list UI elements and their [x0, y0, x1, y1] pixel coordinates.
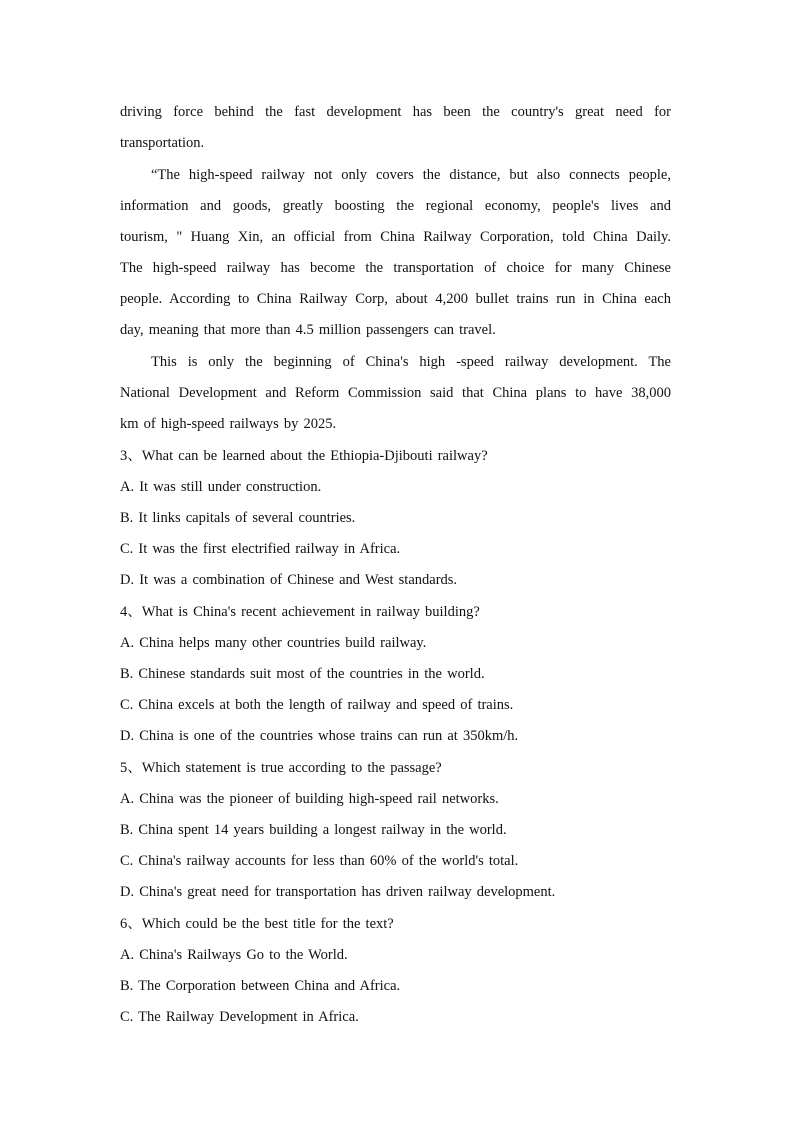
passage-line: people. According to China Railway Corp, about 4,200 bullet trains run in China each	[120, 291, 671, 307]
answer-option: D. It was a combination of Chinese and West standards.	[120, 572, 458, 588]
answer-option: B. It links capitals of several countries.	[120, 510, 356, 526]
answer-option: A. China was the pioneer of building high-speed rail networks.	[120, 791, 499, 807]
answer-option: C. China excels at both the length of railway and speed of trains.	[120, 697, 514, 713]
answer-option: B. The Corporation between China and Africa.	[120, 978, 401, 994]
passage-line: km of high-speed railways by 2025.	[120, 416, 337, 432]
passage-line: information and goods, greatly boosting the regional economy, people's lives and	[120, 198, 671, 214]
answer-option: A. China helps many other countries build railway.	[120, 635, 427, 651]
question-stem: 6、Which could be the best title for the text?	[120, 916, 394, 932]
passage-paragraph-start: This is only the beginning of China's high -speed railway development. The	[151, 354, 671, 370]
passage-line: National Development and Reform Commission said that China plans to have 38,000	[120, 385, 671, 401]
passage-paragraph-start: “The high-speed railway not only covers the distance, but also connects people,	[151, 167, 671, 183]
answer-option: A. It was still under construction.	[120, 479, 322, 495]
answer-option: D. China's great need for transportation has driven railway development.	[120, 884, 556, 900]
answer-option: D. China is one of the countries whose trains can run at 350km/h.	[120, 728, 519, 744]
answer-option: C. The Railway Development in Africa.	[120, 1009, 359, 1025]
answer-option: B. China spent 14 years building a longest railway in the world.	[120, 822, 507, 838]
passage-line: tourism, " Huang Xin, an official from China Railway Corporation, told China Daily.	[120, 229, 671, 245]
question-stem: 4、What is China's recent achievement in railway building?	[120, 604, 480, 620]
answer-option: A. China's Railways Go to the World.	[120, 947, 348, 963]
question-stem: 3、What can be learned about the Ethiopia-Djibouti railway?	[120, 448, 488, 464]
answer-option: B. Chinese standards suit most of the countries in the world.	[120, 666, 485, 682]
passage-line: driving force behind the fast development has been the country's great need for	[120, 104, 671, 120]
answer-option: C. It was the first electrified railway in Africa.	[120, 541, 401, 557]
passage-line: day, meaning that more than 4.5 million passengers can travel.	[120, 322, 496, 338]
answer-option: C. China's railway accounts for less than 60% of the world's total.	[120, 853, 519, 869]
passage-line: transportation.	[120, 135, 205, 151]
passage-line: The high-speed railway has become the transportation of choice for many Chinese	[120, 260, 671, 276]
question-stem: 5、Which statement is true according to the passage?	[120, 760, 442, 776]
